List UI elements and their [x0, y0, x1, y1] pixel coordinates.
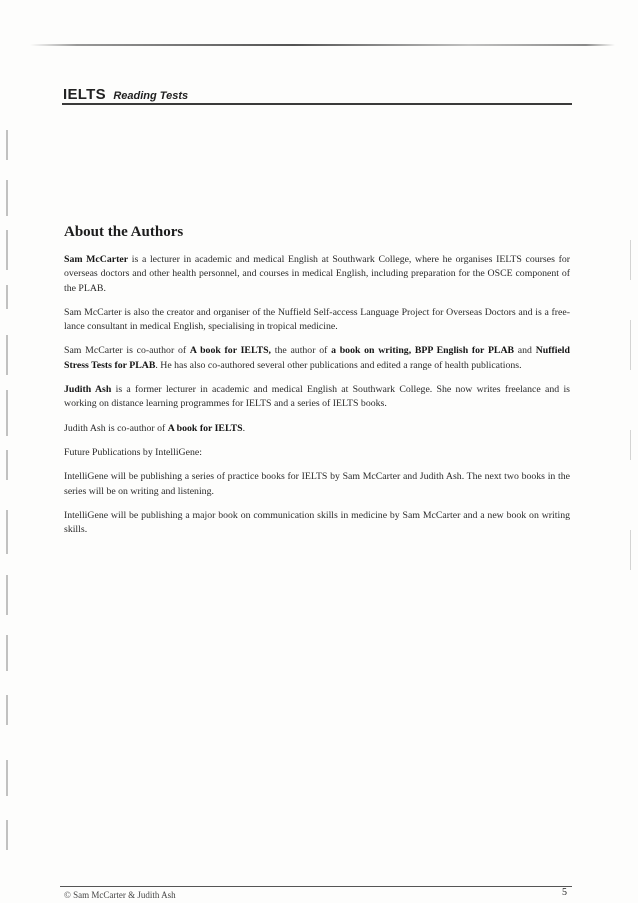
paragraph-8-text: IntelliGene will be publishing a major book on communication skills in medicine by Sam McCarter and a new book on writing skills. [64, 509, 570, 536]
book-title-ielts: A book for IELTS, [189, 345, 272, 357]
book-title-writing-plab: a book on writing, BPP English for PLAB [331, 345, 515, 357]
paragraph-4-text: is a former lecturer in academic and medical English at Southwark College. She now writes freelance and is working on distance learning programmes for IELTS and a series of IELTS books. [64, 384, 570, 410]
paragraph-3-text-2: the author of [271, 345, 332, 357]
header-title-sub: Reading Tests [113, 90, 189, 102]
footer-copyright: © Sam McCarter & Judith Ash [64, 890, 176, 898]
paragraph-7 [64, 470, 570, 499]
author-name-ash: Judith Ash [64, 384, 112, 396]
book-title-ielts-2: A book for IELTS [167, 422, 243, 434]
body-text [64, 253, 570, 547]
paragraph-3 [64, 344, 570, 373]
page-number: 5 [562, 887, 567, 898]
paragraph-5-text-2: . [242, 422, 246, 434]
paragraph-7-text: IntelliGene will be publishing a series of practice books for IELTS by Sam McCarter and Judith Ash. The next two books in the series will be on writing and listening. [64, 471, 570, 497]
paragraph-6-text: Future Publications by IntelliGene: [64, 446, 202, 458]
paragraph-1 [64, 253, 570, 296]
paragraph-4 [64, 383, 570, 412]
paragraph-3-text-1: Sam McCarter is co-author of [64, 345, 190, 357]
paragraph-2-text: Sam McCarter is also the creator and organiser of the Nuffield Self-access Language Project for Overseas Doctors and is a free-lance consultant in medical English, specialising in tropical medicine. [64, 306, 570, 333]
section-heading: About the Authors [64, 224, 184, 240]
paragraph-1-text: is a lecturer in academic and medical English at Southwark College, where he organises IELTS courses for overseas doctors and other health personnel, and courses in medical English, including preparation for the OSCE component of the PLAB. [64, 254, 570, 294]
scan-artifact-left-edge [2, 120, 16, 890]
running-header [63, 86, 188, 104]
paragraph-2 [64, 306, 570, 335]
author-name-mccarter: Sam McCarter [64, 254, 129, 265]
paragraph-5 [64, 422, 570, 436]
book-title-nuffield: Nuffield Stress Tests for PLAB [64, 345, 570, 371]
header-rule [62, 103, 572, 105]
header-title-main: IELTS [63, 86, 106, 103]
footer-rule [60, 886, 572, 887]
paragraph-3-text-3: and [514, 345, 536, 357]
paragraph-5-text-1: Judith Ash is co-author of [64, 422, 168, 434]
scan-artifact-right-edge [630, 230, 634, 630]
paragraph-6 [64, 446, 570, 460]
scan-artifact-top-line [30, 44, 615, 46]
paragraph-3-text-4: . He has also co-authored several other publications and edited a range of health publications. [155, 359, 522, 371]
paragraph-8 [64, 509, 570, 538]
